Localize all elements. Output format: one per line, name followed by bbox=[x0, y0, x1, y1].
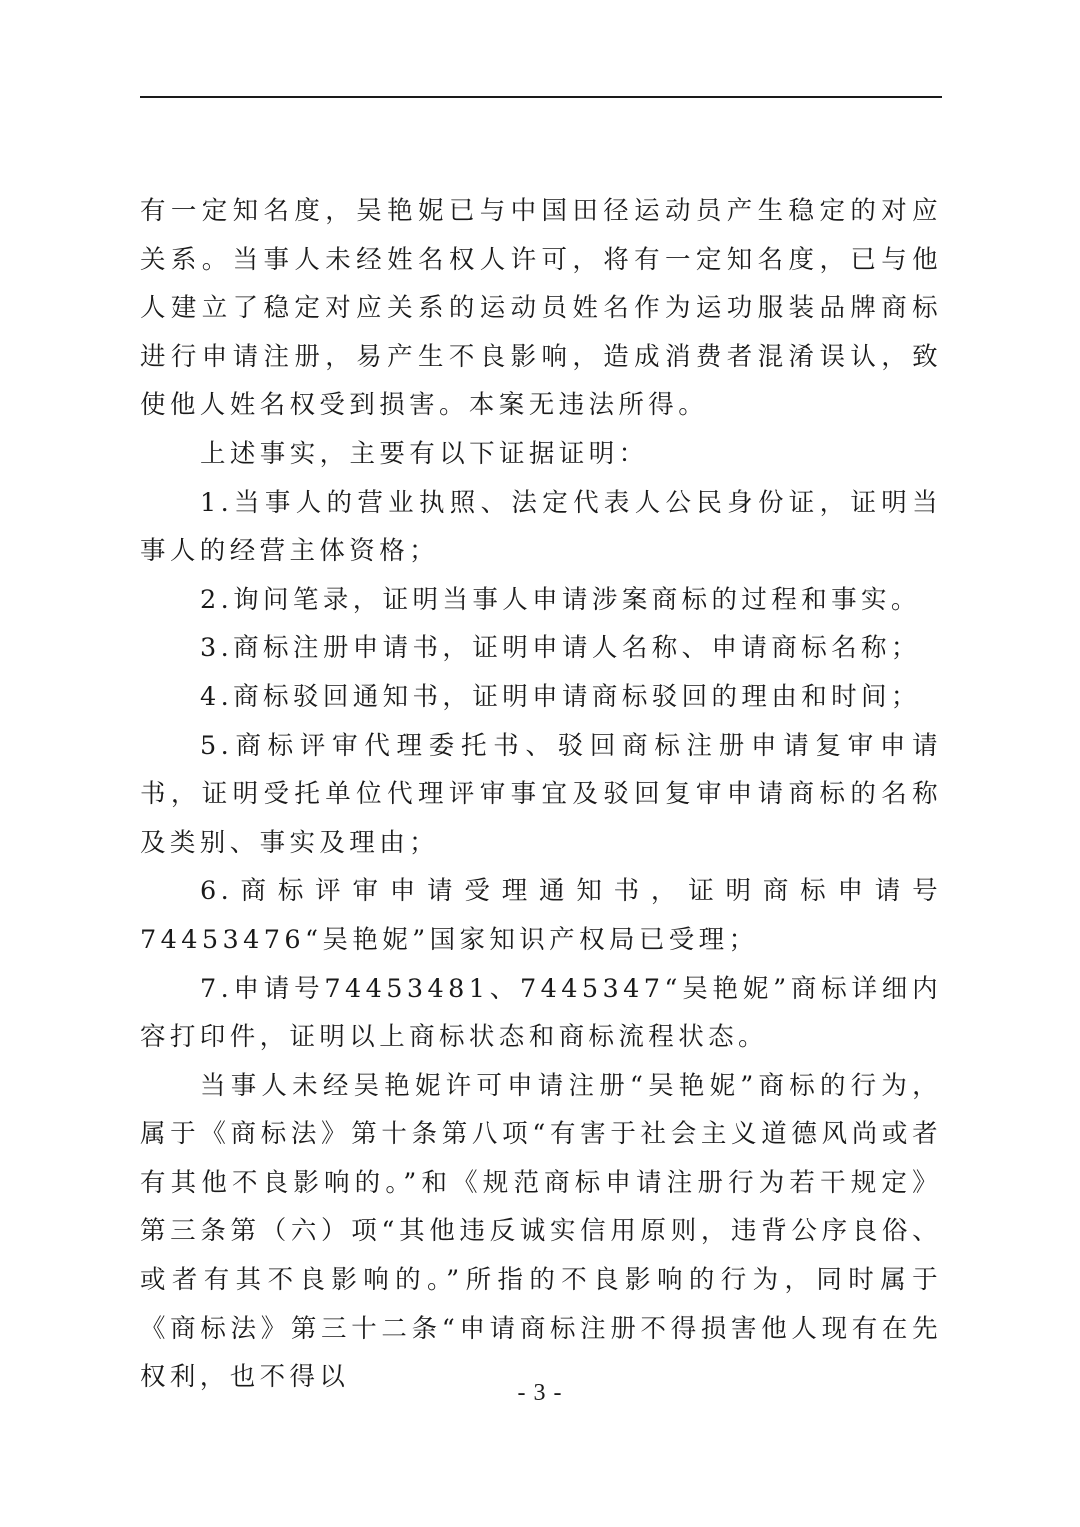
evidence-item-4: 4.商标驳回通知书，证明申请商标驳回的理由和时间； bbox=[200, 681, 921, 712]
paragraph-legal-analysis: 当事人未经吴艳妮许可申请注册“吴艳妮”商标的行为，属于《商标法》第十条第八项“有害于社会主义道德风尚或者有其他不良影响的。”和《规范商标申请注册行为若干规定》第三条第（六）项“其他违反诚实信用原则，违背公序良俗、或者有其不良影响的。”所指的不良影响的行为，同时属于《商标法》第三十二条“申请商标注册不得损害他人现有在先权利，也不得以 bbox=[140, 1070, 942, 1393]
header-rule bbox=[140, 96, 942, 98]
evidence-item-7: 7.申请号74453481、7445347“吴艳妮”商标详细内容打印件，证明以上商标状态和商标流程状态。 bbox=[140, 973, 942, 1053]
evidence-item-3: 3.商标注册申请书，证明申请人名称、申请商标名称； bbox=[200, 633, 921, 664]
evidence-item-2: 2.询问笔录，证明当事人申请涉案商标的过程和事实。 bbox=[200, 584, 921, 615]
page-number: - 3 - bbox=[517, 1380, 563, 1406]
document-body bbox=[140, 187, 942, 1402]
evidence-item-5: 5.商标评审代理委托书、驳回商标注册申请复审申请书，证明受托单位代理评审事宜及驳回复审申请商标的名称及类别、事实及理由； bbox=[140, 730, 942, 858]
evidence-item-1: 1.当事人的营业执照、法定代表人公民身份证，证明当事人的经营主体资格； bbox=[140, 487, 942, 567]
paragraph-evidence-intro: 上述事实，主要有以下证据证明： bbox=[200, 438, 649, 469]
paragraph-1: 有一定知名度，吴艳妮已与中国田径运动员产生稳定的对应关系。当事人未经姓名权人许可，将有一定知名度，已与他人建立了稳定对应关系的运动员姓名作为运功服装品牌商标进行申请注册，易产生不良影响，造成消费者混淆误认，致使他人姓名权受到损害。本案无违法所得。 bbox=[140, 196, 942, 421]
evidence-item-6: 6.商标评审申请受理通知书，证明商标申请号74453476“吴艳妮”国家知识产权局已受理； bbox=[140, 876, 942, 955]
